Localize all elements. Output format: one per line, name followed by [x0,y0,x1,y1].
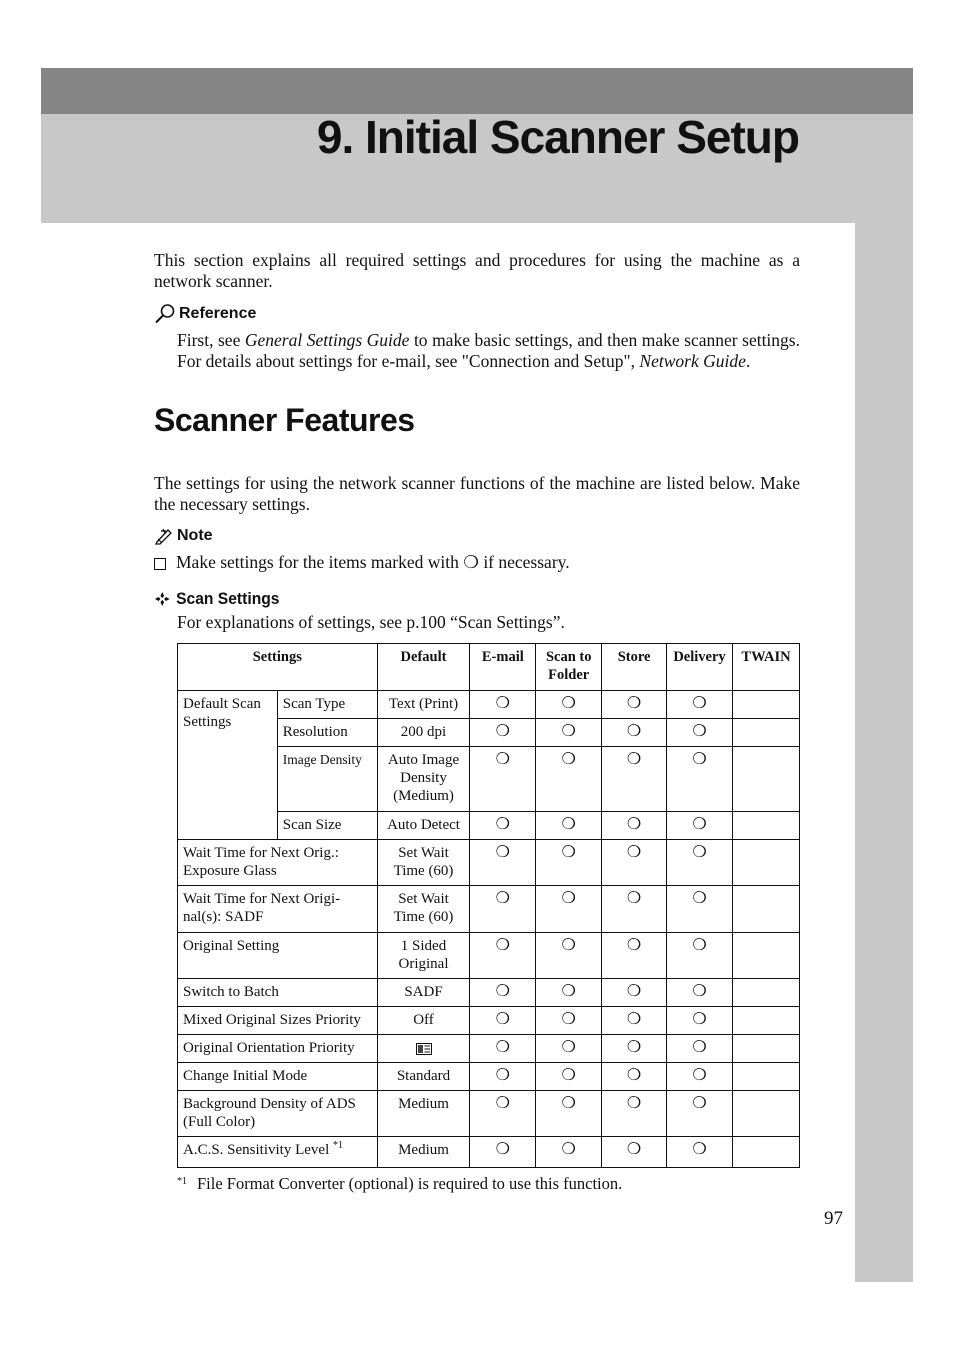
store-mark [602,1091,667,1137]
reference-text-a: First, see [177,330,245,350]
circle-mark-icon: ❍ [692,723,707,740]
circle-mark-icon: ❍ [692,983,707,1000]
reference-text [177,330,800,372]
store-mark [602,719,667,747]
folder-mark [536,840,602,886]
store-mark [602,747,667,812]
reference-text-c: . [745,351,751,371]
default-value: Standard [377,1063,470,1091]
default-value: Text (Print) [377,691,470,719]
email-mark [470,812,536,840]
network-guide-ref: Network Guide [639,351,746,371]
setting-name: Switch to Batch [178,979,378,1007]
circle-mark-icon: ❍ [495,695,511,712]
email-mark [470,840,536,886]
setting-name: Mixed Original Sizes Priority [178,1007,378,1035]
store-mark [602,1007,667,1035]
circle-mark-icon: ❍ [561,695,576,712]
folder-mark [536,1091,602,1137]
col-header-settings: Settings [178,644,378,691]
delivery-mark [667,747,733,812]
circle-mark-icon: ❍ [495,983,511,1000]
footnote-marker: *1 [177,1176,187,1187]
delivery-mark [667,719,733,747]
setting-name: Wait Time for Next Orig.: Exposure Glass [178,840,378,886]
twain-cell [732,691,799,719]
twain-cell [732,719,799,747]
note-heading [154,527,213,545]
circle-mark-icon: ❍ [626,983,642,1000]
chapter-title: 9. Initial Scanner Setup [316,111,799,163]
col-header-twain: TWAIN [732,644,799,691]
default-value: Auto Image Density (Medium) [377,747,470,812]
circle-mark-icon: ❍ [495,816,511,833]
circle-mark-icon: ❍ [626,1067,642,1084]
note-item-text [176,552,570,573]
twain-cell [732,1035,799,1063]
page-number: 97 [824,1208,843,1229]
note-item-text-b: if necessary. [478,552,570,572]
twain-cell [732,812,799,840]
circle-mark-icon: ❍ [692,890,707,907]
store-mark [602,812,667,840]
col-header-scan-to-folder: Scan to Folder [536,644,602,691]
delivery-mark [667,979,733,1007]
delivery-mark [667,1091,733,1137]
circle-mark-icon: ❍ [692,751,707,768]
circle-mark-icon: ❍ [692,695,707,712]
setting-name: Scan Type [277,691,377,719]
circle-mark-icon: ❍ [692,937,707,954]
setting-name: Original Orientation Priority [178,1035,378,1063]
circle-mark-icon: ❍ [626,723,642,740]
circle-mark-icon: ❍ [561,844,576,861]
circle-mark-icon: ❍ [495,751,511,768]
default-value: 200 dpi [377,719,470,747]
circle-mark-icon: ❍ [626,816,642,833]
circle-mark-icon: ❍ [495,1095,511,1112]
checkbox-icon [154,558,166,570]
delivery-mark [667,886,733,933]
orientation-icon [416,1043,432,1055]
reference-heading-label: Reference [179,305,257,322]
twain-cell [732,886,799,933]
circle-mark-icon: ❍ [626,890,642,907]
circle-mark-icon: ❍ [692,844,707,861]
store-mark [602,1035,667,1063]
table-row [178,691,800,719]
email-mark [470,1007,536,1035]
scanner-settings-table [177,643,800,1168]
folder-mark [536,747,602,812]
delivery-mark [667,840,733,886]
setting-name: Background Density of ADS (Full Color) [178,1091,378,1137]
section-intro: The settings for using the network scanner functions of the machine are listed below. Make the necessary settings. [154,473,800,514]
circle-mark-icon: ❍ [561,1039,576,1056]
twain-cell [732,840,799,886]
table-row [178,1007,800,1035]
email-mark [470,1063,536,1091]
folder-mark [536,979,602,1007]
setting-name: Wait Time for Next Origi-nal(s): SADF [178,886,378,933]
circle-mark-icon: ❍ [692,1095,707,1112]
twain-cell [732,1063,799,1091]
folder-mark [536,933,602,979]
section-title: Scanner Features [154,402,415,438]
group-label-cell: Default Scan Settings [178,691,278,840]
email-mark [470,933,536,979]
intro-paragraph: This section explains all required settings and procedures for using the machine as a network scanner. [154,250,800,291]
circle-mark-icon: ❍ [626,844,642,861]
col-header-delivery: Delivery [667,644,733,691]
setting-name: Scan Size [277,812,377,840]
table-row [178,1091,800,1137]
circle-mark-icon: ❍ [626,1095,642,1112]
circle-mark-icon: ❍ [626,1011,642,1028]
circle-mark-icon: ❍ [626,1141,642,1158]
twain-cell [732,1007,799,1035]
circle-mark-icon: ❍ [561,983,576,1000]
circle-mark-icon: ❍ [692,1067,707,1084]
circle-mark-icon: ❍ [626,751,642,768]
circle-mark-icon: ❍ [495,1039,511,1056]
note-heading-label: Note [177,527,213,544]
email-mark [470,1091,536,1137]
table-row [178,1035,800,1063]
setting-name [178,1137,378,1168]
reference-heading [154,303,256,325]
note-item [154,552,570,573]
store-mark [602,840,667,886]
circle-mark-icon: ❍ [495,1067,511,1084]
folder-mark [536,691,602,719]
folder-mark [536,1137,602,1168]
circle-mark-icon: ❍ [495,1011,511,1028]
setting-name: Resolution [277,719,377,747]
delivery-mark [667,1035,733,1063]
scan-settings-desc: For explanations of settings, see p.100 “Scan Settings”. [177,612,565,632]
email-mark [470,691,536,719]
delivery-mark [667,1063,733,1091]
circle-mark-icon: ❍ [463,552,479,572]
circle-mark-icon: ❍ [626,1039,642,1056]
magnifier-icon [154,303,176,325]
setting-name-text: A.C.S. Sensitivity Level [183,1142,330,1158]
circle-mark-icon: ❍ [495,844,511,861]
setting-name: Change Initial Mode [178,1063,378,1091]
folder-mark [536,1063,602,1091]
circle-mark-icon: ❍ [561,1141,576,1158]
default-value: Medium [377,1091,470,1137]
circle-mark-icon: ❍ [561,1067,576,1084]
col-header-email: E-mail [470,644,536,691]
reference-text-b: to make basic settings, and then make scanner settings. For details about settings for e-mail, see "Connection and Setup", [177,330,800,371]
store-mark [602,886,667,933]
default-value: Set Wait Time (60) [377,840,470,886]
default-value: 1 Sided Original [377,933,470,979]
email-mark [470,747,536,812]
circle-mark-icon: ❍ [561,751,576,768]
pencil-icon [154,527,174,545]
chapter-header-bar [41,68,913,114]
delivery-mark [667,1137,733,1168]
delivery-mark [667,691,733,719]
store-mark [602,691,667,719]
twain-cell [732,1137,799,1168]
table-row [178,886,800,933]
circle-mark-icon: ❍ [561,1011,576,1028]
table-header-row [178,644,800,691]
circle-mark-icon: ❍ [626,937,642,954]
scan-settings-heading [154,589,280,609]
table-row [178,1137,800,1168]
default-value: SADF [377,979,470,1007]
circle-mark-icon: ❍ [692,816,707,833]
circle-mark-icon: ❍ [626,695,642,712]
default-value: Medium [377,1137,470,1168]
circle-mark-icon: ❍ [561,890,576,907]
twain-cell [732,1091,799,1137]
email-mark [470,1137,536,1168]
default-value [377,1035,470,1063]
scan-settings-heading-label: Scan Settings [176,589,280,608]
circle-mark-icon: ❍ [495,1141,511,1158]
col-header-store: Store [602,644,667,691]
setting-name: Image Density [277,747,377,812]
store-mark [602,933,667,979]
circle-mark-icon: ❍ [495,890,511,907]
folder-mark [536,886,602,933]
circle-mark-icon: ❍ [692,1011,707,1028]
circle-mark-icon: ❍ [561,937,576,954]
table-row [178,840,800,886]
table-row [178,979,800,1007]
footnote-text: File Format Converter (optional) is required to use this function. [197,1174,623,1193]
twain-cell [732,979,799,1007]
folder-mark [536,719,602,747]
store-mark [602,1137,667,1168]
circle-mark-icon: ❍ [561,816,576,833]
delivery-mark [667,812,733,840]
twain-cell [732,933,799,979]
table-row [178,933,800,979]
folder-mark [536,812,602,840]
diamond-bullet-icon [154,591,171,607]
default-value: Set Wait Time (60) [377,886,470,933]
table-row [178,1063,800,1091]
store-mark [602,1063,667,1091]
folder-mark [536,1007,602,1035]
email-mark [470,1035,536,1063]
circle-mark-icon: ❍ [561,723,576,740]
default-value: Off [377,1007,470,1035]
circle-mark-icon: ❍ [561,1095,576,1112]
delivery-mark [667,1007,733,1035]
setting-name: Original Setting [178,933,378,979]
footnote [177,1174,622,1194]
circle-mark-icon: ❍ [692,1039,707,1056]
twain-cell [732,747,799,812]
store-mark [602,979,667,1007]
email-mark [470,886,536,933]
circle-mark-icon: ❍ [495,723,511,740]
default-value: Auto Detect [377,812,470,840]
email-mark [470,719,536,747]
folder-mark [536,1035,602,1063]
circle-mark-icon: ❍ [495,937,511,954]
delivery-mark [667,933,733,979]
note-item-text-a: Make settings for the items marked with [176,552,464,572]
general-settings-guide-ref: General Settings Guide [244,330,410,350]
col-header-default: Default [377,644,470,691]
circle-mark-icon: ❍ [692,1141,707,1158]
side-tab-bar [855,223,913,1282]
email-mark [470,979,536,1007]
footnote-ref: *1 [333,1140,343,1151]
